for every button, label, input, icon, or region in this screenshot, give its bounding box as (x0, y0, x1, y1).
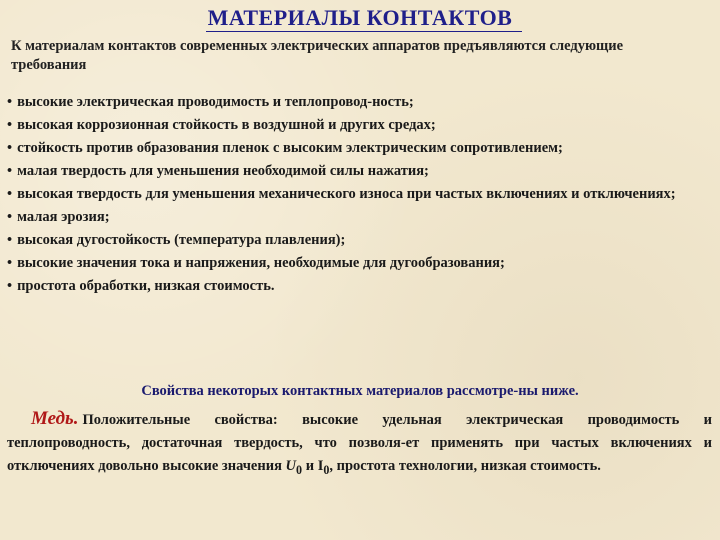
requirement-item (7, 186, 712, 203)
bullet-icon: • (7, 94, 13, 110)
bullet-icon: • (7, 278, 13, 294)
requirement-text: высокая коррозионная стойкость в воздушной и других средах; (17, 117, 436, 133)
requirement-text: простота обработки, низкая стоимость. (17, 278, 275, 294)
bullet-icon: • (7, 117, 13, 133)
requirement-item (7, 278, 712, 295)
requirement-text: высокие электрическая проводимость и теплопровод-ность; (17, 94, 414, 110)
bullet-icon: • (7, 255, 13, 271)
requirement-text: высокие значения тока и напряжения, необходимые для дугообразования; (17, 255, 505, 271)
u-symbol: U (285, 458, 297, 474)
requirement-item (7, 255, 712, 272)
requirement-text: малая эрозия; (17, 209, 110, 225)
requirement-text: стойкость против образования пленок с высоким электрическим сопротивлением; (17, 140, 563, 156)
requirement-item (7, 117, 712, 134)
copper-paragraph (7, 407, 712, 482)
bullet-icon: • (7, 209, 13, 225)
intro-text: К материалам контактов современных электрических аппаратов предъявляются следующие требования (11, 38, 624, 73)
properties-note: Свойства некоторых контактных материалов рассмотре-ны ниже. (141, 383, 579, 399)
requirement-item (7, 94, 712, 111)
bullet-icon: • (7, 232, 13, 248)
title-underline (206, 31, 522, 32)
i-subscript: 0 (323, 462, 330, 477)
copper-heading: Медь. (31, 408, 79, 429)
copper-text-after: , простота технологии, низкая стоимость. (329, 458, 601, 474)
requirements-list (7, 94, 712, 301)
requirement-item (7, 209, 712, 226)
requirement-item (7, 163, 712, 180)
requirement-item (7, 232, 712, 249)
requirement-text: высокая дугостойкость (температура плавления); (17, 232, 346, 248)
copper-and-text: и (302, 458, 318, 474)
bullet-icon: • (7, 186, 13, 202)
requirement-item (7, 140, 712, 157)
bullet-icon: • (7, 163, 13, 179)
i-symbol: I (317, 458, 324, 474)
slide-title: МАТЕРИАЛЫ КОНТАКТОВ (207, 5, 513, 30)
copper-text-before: Положительные свойства: высокие удельная электрическая проводимость и теплопроводность, достаточная твердость, что позволя-ет применять при частых включениях и отключениях довольно высокие значения (7, 412, 712, 474)
requirement-text: высокая твердость для уменьшения механического износа при частых включениях и отключениях; (17, 186, 676, 202)
u-subscript: 0 (296, 462, 303, 477)
bullet-icon: • (7, 140, 13, 156)
requirement-text: малая твердость для уменьшения необходимой силы нажатия; (17, 163, 429, 179)
